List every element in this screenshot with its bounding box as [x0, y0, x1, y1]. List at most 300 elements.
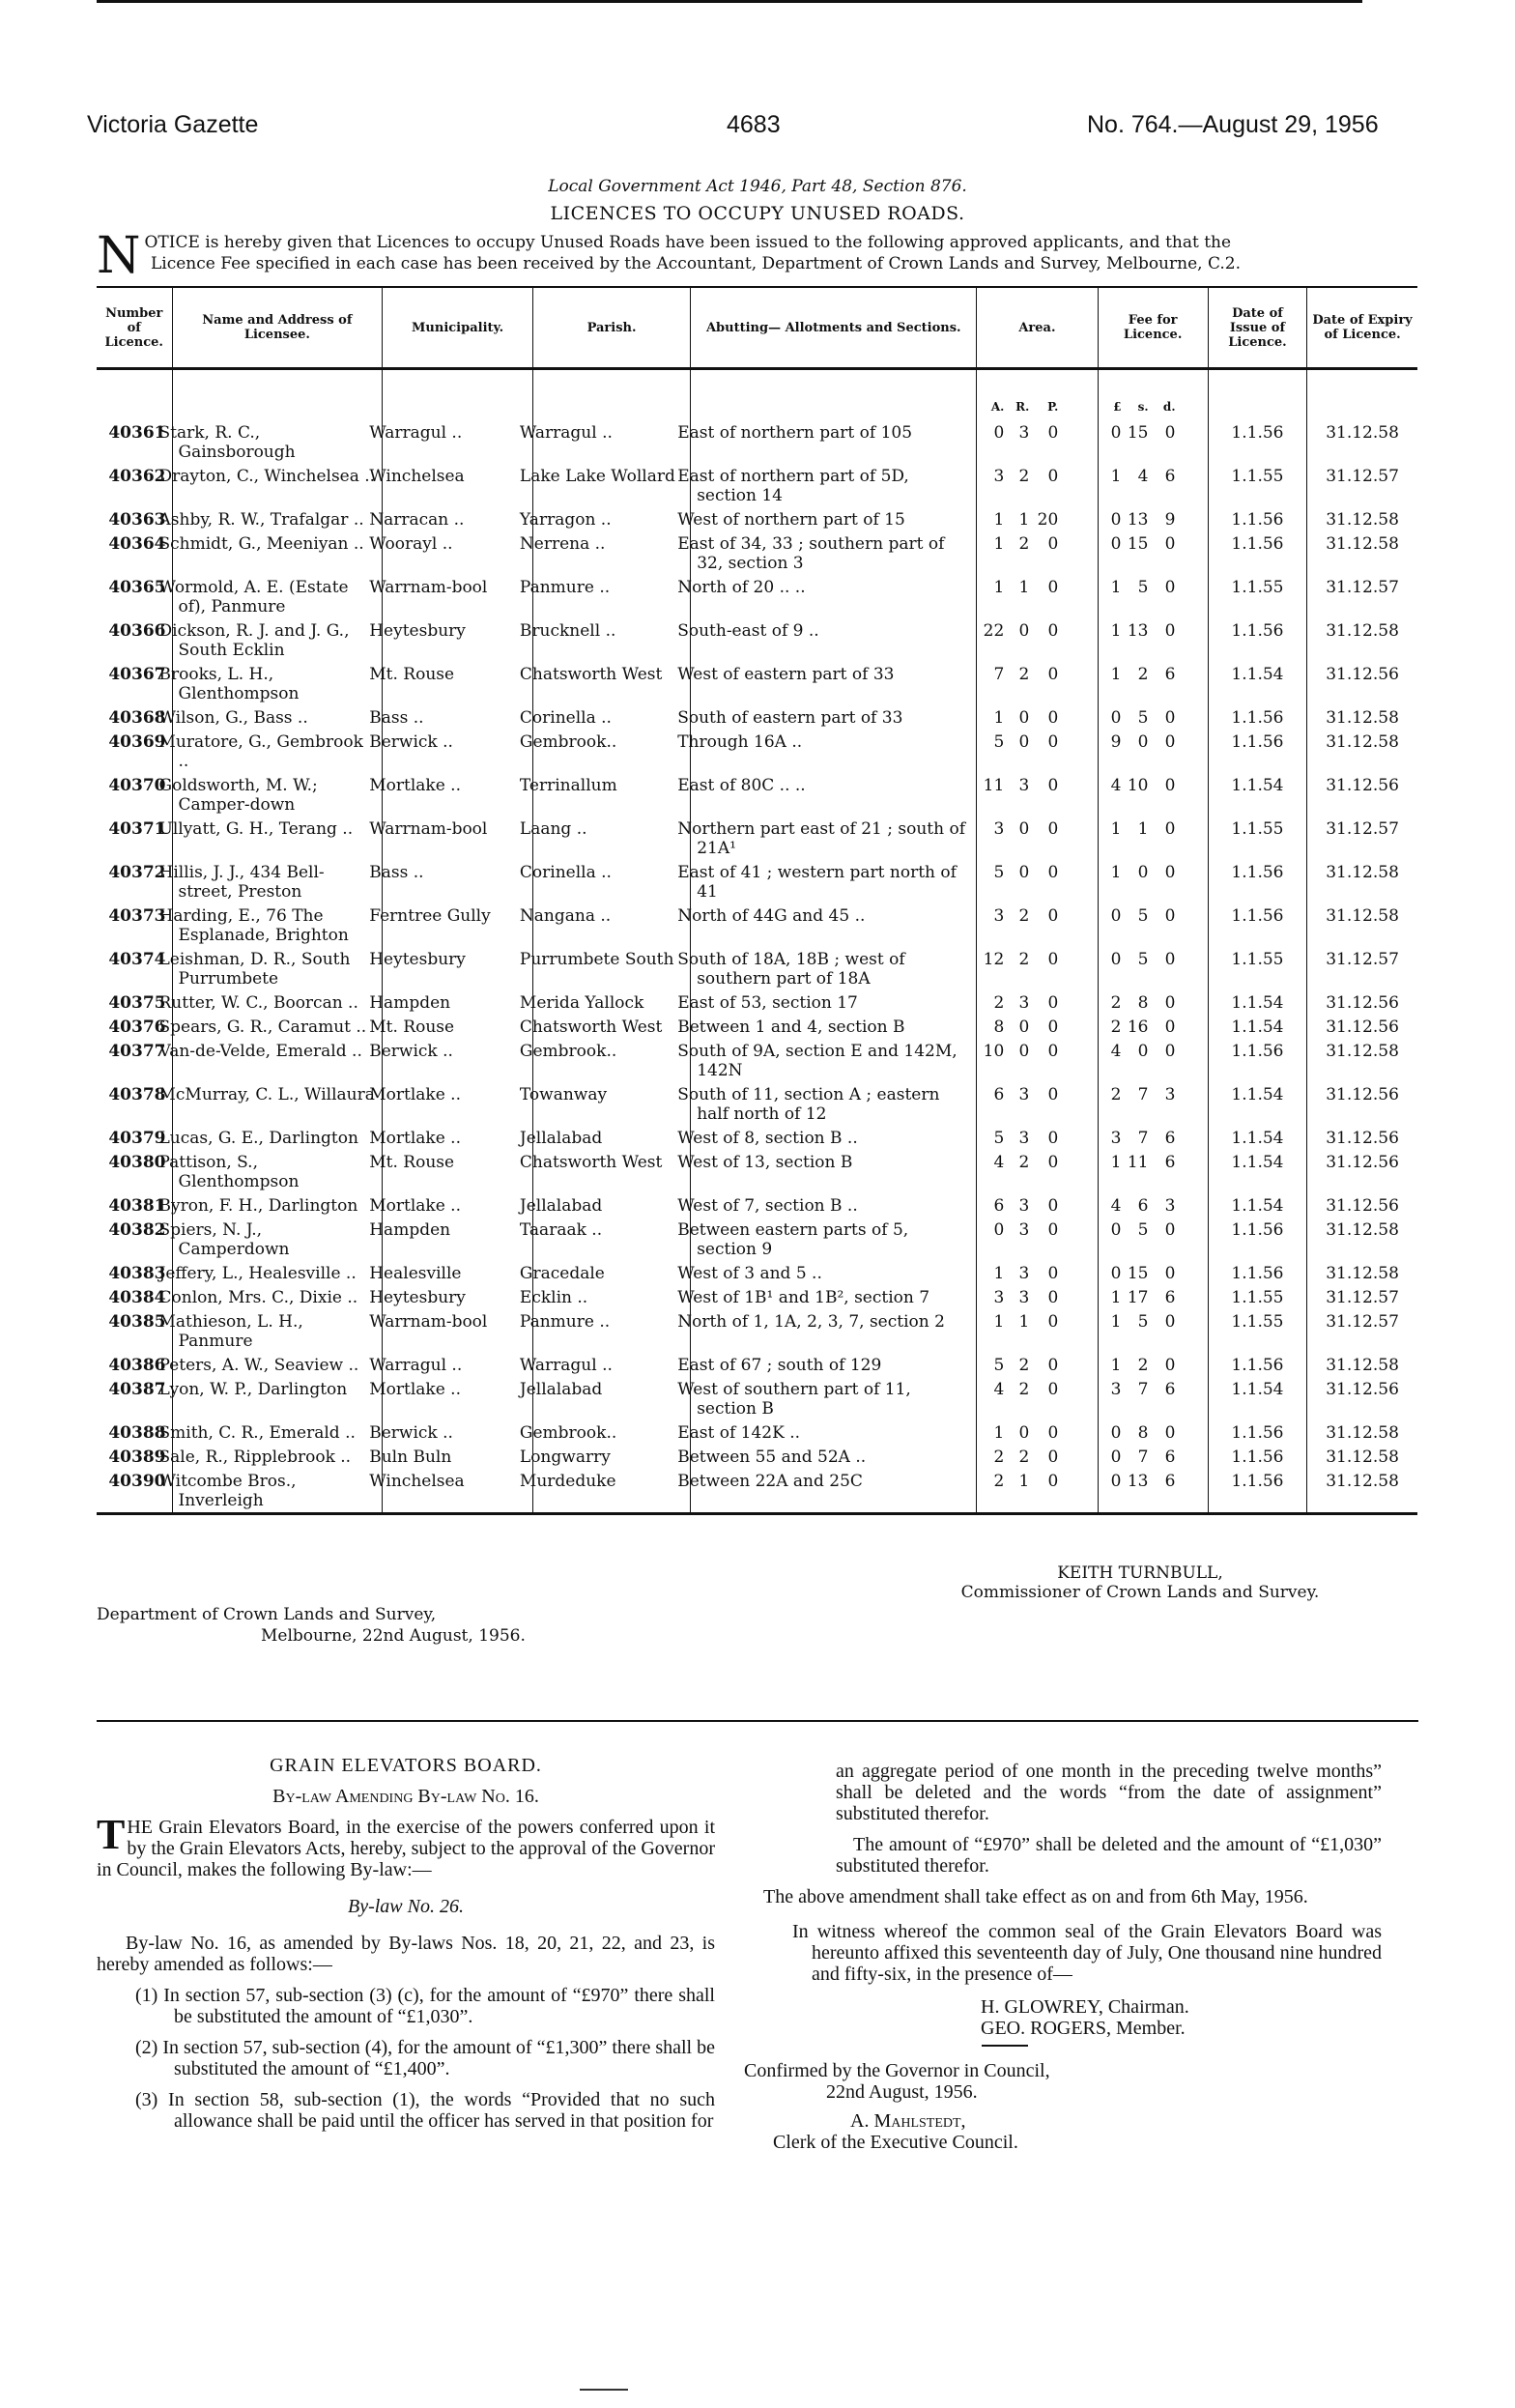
- licence-number: 40361: [108, 423, 166, 443]
- licence-number: 40362: [108, 467, 166, 486]
- area: 5 3 0: [977, 1126, 1098, 1150]
- table-row: [97, 618, 1417, 662]
- issue-date: 1.1.54: [1208, 990, 1306, 1015]
- municipality: Warragul ..: [383, 420, 533, 464]
- municipality: Berwick ..: [383, 730, 533, 773]
- expiry-date: 31.12.58: [1307, 618, 1417, 662]
- notice-dropcap: N: [97, 227, 141, 285]
- act-reference: Local Government Act 1946, Part 48, Section 876.: [548, 177, 967, 196]
- col-expiry: Date of Expiry of Licence.: [1307, 287, 1417, 369]
- municipality: Mortlake ..: [383, 1082, 533, 1126]
- licensee-name: Ullyatt, G. H., Terang ..: [172, 817, 383, 860]
- col-issue: Date of Issue of Licence.: [1208, 287, 1306, 369]
- expiry-date: 31.12.58: [1307, 1039, 1417, 1082]
- abutting: East of 53, section 17: [691, 990, 977, 1015]
- licensee-name: Muratore, G., Gembrook ..: [172, 730, 383, 773]
- issue-date: 1.1.55: [1208, 464, 1306, 507]
- parish: Corinella ..: [532, 860, 690, 903]
- municipality: Mortlake ..: [383, 1377, 533, 1420]
- col-fee: Fee for Licence.: [1098, 287, 1208, 369]
- issue-date: 1.1.56: [1208, 420, 1306, 464]
- bylaw-continuation: an aggregate period of one month in the preceding twelve months” shall be deleted and the words “from the date of assignment” substituted therefor.: [836, 1761, 1382, 1824]
- fee: 0 13 6: [1098, 1469, 1208, 1514]
- bylaw-item-3: (3) In section 58, sub-section (1), the words “Provided that no such allowance shall be paid until the officer has served in that position for: [135, 2089, 715, 2132]
- licensee-name: Ashby, R. W., Trafalgar ..: [172, 507, 383, 531]
- abutting: West of eastern part of 33: [691, 662, 977, 705]
- licensee-name: Pattison, S., Glenthompson: [172, 1150, 383, 1193]
- bylaw-item-1: (1) In section 57, sub-section (3) (c), for the amount of “£970” there shall be substituted the amount of “£1,030”.: [135, 1985, 715, 2027]
- parish: Nangana ..: [532, 903, 690, 947]
- licensee-name: Spears, G. R., Caramut ..: [172, 1015, 383, 1039]
- licence-number: 40380: [108, 1153, 166, 1172]
- area: 1 1 0: [977, 575, 1098, 618]
- signer-name: KEITH TURNBULL,: [1057, 1563, 1223, 1583]
- licence-number: 40390: [97, 1469, 172, 1514]
- licence-number: 40384: [108, 1288, 166, 1307]
- licence-number: 40370: [108, 776, 166, 795]
- bylaw-item-2: (2) In section 57, sub-section (4), for the amount of “£1,300” there shall be substituted the amount of “£1,400”.: [135, 2037, 715, 2079]
- municipality: Warrnam-bool: [383, 575, 533, 618]
- area: 5 2 0: [977, 1353, 1098, 1377]
- parish: Longwarry: [532, 1445, 690, 1469]
- parish: Nerrena ..: [532, 531, 690, 575]
- issue-date: 1.1.56: [1208, 903, 1306, 947]
- fee: 0 15 0: [1098, 531, 1208, 575]
- table-row: [97, 1309, 1417, 1353]
- licences-table: [97, 286, 1417, 1515]
- issue-date: 1.1.54: [1208, 1015, 1306, 1039]
- parish: Merida Yallock: [532, 990, 690, 1015]
- parish: Taaraak ..: [532, 1218, 690, 1261]
- fee: 3 7 6: [1098, 1126, 1208, 1150]
- table-row: [97, 705, 1417, 730]
- clerk-name: A. Mahlstedt,: [850, 2110, 966, 2132]
- table-row: [97, 1082, 1417, 1126]
- area: 11 3 0: [977, 773, 1098, 817]
- municipality: Mortlake ..: [383, 1126, 533, 1150]
- licence-number: 40389: [108, 1448, 166, 1467]
- fee: 4 10 0: [1098, 773, 1208, 817]
- issue-date: 1.1.56: [1208, 1353, 1306, 1377]
- area: 3 2 0: [977, 464, 1098, 507]
- table-row: [97, 1353, 1417, 1377]
- expiry-date: 31.12.58: [1307, 1420, 1417, 1445]
- licensee-name: Leishman, D. R., South Purrumbete: [172, 947, 383, 990]
- clerk-title: Clerk of the Executive Council.: [773, 2132, 1018, 2153]
- municipality: Healesville: [383, 1261, 533, 1285]
- fee: 2 7 3: [1098, 1082, 1208, 1126]
- abutting: South of eastern part of 33: [691, 705, 977, 730]
- fee: 0 5 0: [1098, 705, 1208, 730]
- table-row: [97, 773, 1417, 817]
- signer-title: Commissioner of Crown Lands and Survey.: [960, 1583, 1320, 1602]
- licensee-name: Van-de-Velde, Emerald ..: [172, 1039, 383, 1082]
- municipality: Hampden: [383, 990, 533, 1015]
- footer-mark: [580, 2389, 628, 2391]
- area: 0 3 0: [977, 420, 1098, 464]
- area: 5 0 0: [977, 860, 1098, 903]
- table-row: [97, 1285, 1417, 1309]
- parish: Corinella ..: [532, 705, 690, 730]
- parish: Panmure ..: [532, 1309, 690, 1353]
- area: 1 0 0: [977, 705, 1098, 730]
- municipality: Ferntree Gully: [383, 903, 533, 947]
- parish: Gracedale: [532, 1261, 690, 1285]
- area: 1 0 0: [977, 1420, 1098, 1445]
- licence-number: 40376: [108, 1018, 166, 1037]
- fee: 1 0 0: [1098, 860, 1208, 903]
- page-number: 4683: [727, 111, 781, 138]
- parish: Ecklin ..: [532, 1285, 690, 1309]
- area-units: A. R. P.: [977, 369, 1098, 421]
- fee: 1 1 0: [1098, 817, 1208, 860]
- dept-line-2: Melbourne, 22nd August, 1956.: [261, 1626, 526, 1646]
- fee: 0 5 0: [1098, 903, 1208, 947]
- grain-intro: THE Grain Elevators Board, in the exercise of the powers conferred upon it by the Grain Elevators Acts, hereby, subject to the approval of the Governor in Council, makes the following By-law:—: [97, 1811, 715, 1880]
- fee: 9 0 0: [1098, 730, 1208, 773]
- abutting: Between 22A and 25C: [691, 1469, 977, 1514]
- expiry-date: 31.12.58: [1307, 903, 1417, 947]
- licensee-name: Stark, R. C., Gainsborough: [172, 420, 383, 464]
- table-header-row: [97, 287, 1417, 369]
- col-name: Name and Address of Licensee.: [172, 287, 383, 369]
- municipality: Woorayl ..: [383, 531, 533, 575]
- licence-number: 40365: [108, 578, 166, 597]
- municipality: Hampden: [383, 1218, 533, 1261]
- licensee-name: Hillis, J. J., 434 Bell-street, Preston: [172, 860, 383, 903]
- issue-date: 1.1.54: [1208, 1150, 1306, 1193]
- expiry-date: 31.12.58: [1307, 730, 1417, 773]
- grain-heading: GRAIN ELEVATORS BOARD.: [270, 1755, 542, 1776]
- issue-date: 1.1.55: [1208, 575, 1306, 618]
- issue-date: 1.1.54: [1208, 773, 1306, 817]
- parish: Chatsworth West: [532, 1150, 690, 1193]
- abutting: East of northern part of 105: [691, 420, 977, 464]
- publication-title: Victoria Gazette: [87, 111, 259, 138]
- table-row: [97, 1377, 1417, 1420]
- issue-date: 1.1.56: [1208, 1469, 1306, 1514]
- municipality: Heytesbury: [383, 947, 533, 990]
- expiry-date: 31.12.56: [1307, 1150, 1417, 1193]
- licence-number: 40367: [108, 665, 166, 684]
- table-row: [97, 1193, 1417, 1218]
- licensee-name: Peters, A. W., Seaview ..: [172, 1353, 383, 1377]
- table-row: [97, 860, 1417, 903]
- abutting: East of 34, 33 ; southern part of 32, section 3: [691, 531, 977, 575]
- department-address: [97, 1604, 526, 1647]
- licensee-name: Wormold, A. E. (Estate of), Panmure: [172, 575, 383, 618]
- licensee-name: Mathieson, L. H., Panmure: [172, 1309, 383, 1353]
- top-rule: [97, 0, 1362, 3]
- abutting: Between 55 and 52A ..: [691, 1445, 977, 1469]
- licensee-name: Rutter, W. C., Boorcan ..: [172, 990, 383, 1015]
- col-parish: Parish.: [532, 287, 690, 369]
- parish: Chatsworth West: [532, 662, 690, 705]
- expiry-date: 31.12.57: [1307, 817, 1417, 860]
- municipality: Berwick ..: [383, 1420, 533, 1445]
- licence-number: 40382: [108, 1220, 166, 1240]
- fee: 0 13 9: [1098, 507, 1208, 531]
- table-row: [97, 1039, 1417, 1082]
- fee: 1 13 0: [1098, 618, 1208, 662]
- parish: Gembrook..: [532, 1420, 690, 1445]
- issue-date: No. 764.—August 29, 1956: [1087, 111, 1379, 138]
- confirmed-line: Confirmed by the Governor in Council,: [744, 2060, 1050, 2081]
- area: 10 0 0: [977, 1039, 1098, 1082]
- abutting: East of 41 ; western part north of 41: [691, 860, 977, 903]
- issue-date: 1.1.54: [1208, 1082, 1306, 1126]
- table-row: [97, 575, 1417, 618]
- expiry-date: 31.12.56: [1307, 1015, 1417, 1039]
- grain-left-column: [97, 1730, 715, 2141]
- section-divider: [97, 1720, 1418, 1722]
- abutting: West of 13, section B: [691, 1150, 977, 1193]
- issue-date: 1.1.56: [1208, 507, 1306, 531]
- licence-number: 40374: [108, 950, 166, 969]
- expiry-date: 31.12.57: [1307, 1285, 1417, 1309]
- municipality: Winchelsea: [383, 464, 533, 507]
- area: 1 1 20: [977, 507, 1098, 531]
- expiry-date: 31.12.57: [1307, 947, 1417, 990]
- table-row: [97, 903, 1417, 947]
- expiry-date: 31.12.58: [1307, 420, 1417, 464]
- licensee-name: McMurray, C. L., Willaura: [172, 1082, 383, 1126]
- expiry-date: 31.12.56: [1307, 1126, 1417, 1150]
- issue-date: 1.1.56: [1208, 730, 1306, 773]
- fee: 1 2 6: [1098, 662, 1208, 705]
- fee: 3 7 6: [1098, 1377, 1208, 1420]
- municipality: Heytesbury: [383, 1285, 533, 1309]
- units-row: [97, 369, 1417, 421]
- abutting: South of 11, section A ; eastern half north of 12: [691, 1082, 977, 1126]
- abutting: Between 1 and 4, section B: [691, 1015, 977, 1039]
- area: 22 0 0: [977, 618, 1098, 662]
- municipality: Buln Buln: [383, 1445, 533, 1469]
- confirmed-date: 22nd August, 1956.: [826, 2081, 978, 2103]
- expiry-date: 31.12.58: [1307, 1445, 1417, 1469]
- col-number: Number of Licence.: [97, 287, 172, 369]
- licensee-name: Smith, C. R., Emerald ..: [172, 1420, 383, 1445]
- area: 4 2 0: [977, 1377, 1098, 1420]
- abutting: West of 3 and 5 ..: [691, 1261, 977, 1285]
- abutting: East of 80C .. ..: [691, 773, 977, 817]
- issue-date: 1.1.54: [1208, 662, 1306, 705]
- parish: Jellalabad: [532, 1193, 690, 1218]
- issue-date: 1.1.56: [1208, 1420, 1306, 1445]
- fee: 1 5 0: [1098, 575, 1208, 618]
- fee: 0 5 0: [1098, 947, 1208, 990]
- licence-number: 40388: [108, 1423, 166, 1443]
- table-row: [97, 990, 1417, 1015]
- fee: 1 17 6: [1098, 1285, 1208, 1309]
- bylaw-title: By-law No. 26.: [348, 1896, 464, 1917]
- abutting: West of southern part of 11, section B: [691, 1377, 977, 1420]
- licence-number: 40383: [108, 1264, 166, 1283]
- licence-number: 40375: [108, 993, 166, 1013]
- area: 8 0 0: [977, 1015, 1098, 1039]
- expiry-date: 31.12.57: [1307, 1309, 1417, 1353]
- licence-number: 40379: [108, 1129, 166, 1148]
- table-row: [97, 1126, 1417, 1150]
- area: 1 2 0: [977, 531, 1098, 575]
- expiry-date: 31.12.58: [1307, 507, 1417, 531]
- table-row: [97, 1420, 1417, 1445]
- abutting: West of 8, section B ..: [691, 1126, 977, 1150]
- abutting: West of 7, section B ..: [691, 1193, 977, 1218]
- table-row: [97, 730, 1417, 773]
- abutting: West of 1B¹ and 1B², section 7: [691, 1285, 977, 1309]
- parish: Jellalabad: [532, 1126, 690, 1150]
- parish: Warragul ..: [532, 420, 690, 464]
- issue-date: 1.1.55: [1208, 817, 1306, 860]
- parish: Purrumbete South: [532, 947, 690, 990]
- municipality: Warragul ..: [383, 1353, 533, 1377]
- licensee-name: Wilson, G., Bass ..: [172, 705, 383, 730]
- expiry-date: 31.12.56: [1307, 1082, 1417, 1126]
- municipality: Warrnam-bool: [383, 817, 533, 860]
- municipality: Narracan ..: [383, 507, 533, 531]
- issue-date: 1.1.56: [1208, 705, 1306, 730]
- expiry-date: 31.12.56: [1307, 773, 1417, 817]
- expiry-date: 31.12.58: [1307, 1218, 1417, 1261]
- fee: 2 8 0: [1098, 990, 1208, 1015]
- table-row: [97, 464, 1417, 507]
- notice-paragraph: [97, 227, 1420, 285]
- licensee-name: Witcombe Bros., Inverleigh: [172, 1469, 383, 1514]
- board-signatories: [744, 1996, 1382, 2039]
- municipality: Mt. Rouse: [383, 1150, 533, 1193]
- issue-date: 1.1.56: [1208, 860, 1306, 903]
- area: 6 3 0: [977, 1082, 1098, 1126]
- abutting: Between eastern parts of 5, section 9: [691, 1218, 977, 1261]
- area: 1 3 0: [977, 1261, 1098, 1285]
- abutting: East of northern part of 5D, section 14: [691, 464, 977, 507]
- licence-number: 40386: [108, 1356, 166, 1375]
- abutting: North of 20 .. ..: [691, 575, 977, 618]
- abutting: East of 67 ; south of 129: [691, 1353, 977, 1377]
- parish: Yarragon ..: [532, 507, 690, 531]
- area: 3 2 0: [977, 903, 1098, 947]
- licensee-name: Goldsworth, M. W.; Camper-down: [172, 773, 383, 817]
- area: 4 2 0: [977, 1150, 1098, 1193]
- effect-paragraph: The above amendment shall take effect as on and from 6th May, 1956.: [763, 1886, 1308, 1907]
- issue-date: 1.1.55: [1208, 947, 1306, 990]
- municipality: Mortlake ..: [383, 1193, 533, 1218]
- licence-number: 40381: [108, 1196, 166, 1216]
- parish: Terrinallum: [532, 773, 690, 817]
- licensee-name: Conlon, Mrs. C., Dixie ..: [172, 1285, 383, 1309]
- commissioner-signature: [870, 1563, 1411, 1602]
- licensee-name: Dickson, R. J. and J. G., South Ecklin: [172, 618, 383, 662]
- abutting: Northern part east of 21 ; south of 21A¹: [691, 817, 977, 860]
- table-row: [97, 1261, 1417, 1285]
- licensee-name: Jeffery, L., Healesville ..: [172, 1261, 383, 1285]
- licensee-name: Byron, F. H., Darlington: [172, 1193, 383, 1218]
- notice-line-2: Licence Fee specified in each case has been received by the Accountant, Department of Crown Lands and Survey, Melbourne, C.2.: [151, 254, 1241, 273]
- issue-date: 1.1.56: [1208, 1218, 1306, 1261]
- fee: 0 8 0: [1098, 1420, 1208, 1445]
- issue-date: 1.1.56: [1208, 1039, 1306, 1082]
- municipality: Warrnam-bool: [383, 1309, 533, 1353]
- municipality: Mt. Rouse: [383, 662, 533, 705]
- issue-date: 1.1.56: [1208, 1261, 1306, 1285]
- signatory-chairman: H. GLOWREY, Chairman.: [981, 1996, 1189, 2018]
- licensee-name: Schmidt, G., Meeniyan ..: [172, 531, 383, 575]
- table-row: [97, 420, 1417, 464]
- licensee-name: Harding, E., 76 The Esplanade, Brighton: [172, 903, 383, 947]
- licence-number: 40385: [108, 1312, 166, 1332]
- expiry-date: 31.12.58: [1307, 1353, 1417, 1377]
- fee: 2 16 0: [1098, 1015, 1208, 1039]
- licence-number: 40387: [108, 1380, 166, 1399]
- expiry-date: 31.12.58: [1307, 860, 1417, 903]
- short-rule: [982, 2045, 1028, 2047]
- licence-number: 40368: [108, 708, 166, 728]
- notice-line-1: OTICE is hereby given that Licences to occupy Unused Roads have been issued to the following approved applicants, and that the: [144, 233, 1232, 252]
- licence-number: 40364: [108, 534, 166, 554]
- table-row: [97, 1015, 1417, 1039]
- issue-date: 1.1.55: [1208, 1285, 1306, 1309]
- licence-number: 40371: [108, 819, 166, 839]
- municipality: Mortlake ..: [383, 773, 533, 817]
- parish: Jellalabad: [532, 1377, 690, 1420]
- area: 2 2 0: [977, 1445, 1098, 1469]
- area: 6 3 0: [977, 1193, 1098, 1218]
- municipality: Mt. Rouse: [383, 1015, 533, 1039]
- amount-paragraph: The amount of “£970” shall be deleted and the amount of “£1,030” substituted therefor.: [836, 1834, 1382, 1877]
- expiry-date: 31.12.56: [1307, 990, 1417, 1015]
- abutting: South of 9A, section E and 142M, 142N: [691, 1039, 977, 1082]
- municipality: Bass ..: [383, 705, 533, 730]
- area: 3 3 0: [977, 1285, 1098, 1309]
- area: 12 2 0: [977, 947, 1098, 990]
- parish: Murdeduke: [532, 1469, 690, 1514]
- table-row: [97, 1469, 1417, 1514]
- licences-title: LICENCES TO OCCUPY UNUSED ROADS.: [550, 203, 965, 224]
- parish: Lake Lake Wollard: [532, 464, 690, 507]
- grain-subheading: By-law Amending By-law No. 16.: [272, 1786, 539, 1807]
- municipality: Heytesbury: [383, 618, 533, 662]
- fee: 1 4 6: [1098, 464, 1208, 507]
- licence-number: 40363: [108, 510, 166, 530]
- parish: Chatsworth West: [532, 1015, 690, 1039]
- grain-right-column: [744, 1761, 1382, 2153]
- abutting: South-east of 9 ..: [691, 618, 977, 662]
- expiry-date: 31.12.58: [1307, 705, 1417, 730]
- licensee-name: Lucas, G. E., Darlington: [172, 1126, 383, 1150]
- issue-date: 1.1.54: [1208, 1377, 1306, 1420]
- area: 2 3 0: [977, 990, 1098, 1015]
- table-row: [97, 947, 1417, 990]
- fee: 0 5 0: [1098, 1218, 1208, 1261]
- table-row: [97, 1445, 1417, 1469]
- fee: 4 6 3: [1098, 1193, 1208, 1218]
- area: 7 2 0: [977, 662, 1098, 705]
- expiry-date: 31.12.58: [1307, 1469, 1417, 1514]
- licensee-name: Drayton, C., Winchelsea ..: [172, 464, 383, 507]
- area: 5 0 0: [977, 730, 1098, 773]
- municipality: Winchelsea: [383, 1469, 533, 1514]
- fee: 0 15 0: [1098, 1261, 1208, 1285]
- col-area: Area.: [977, 287, 1098, 369]
- area: 0 3 0: [977, 1218, 1098, 1261]
- table-row: [97, 1150, 1417, 1193]
- licence-number: 40372: [108, 863, 166, 882]
- table-row: [97, 817, 1417, 860]
- licence-number: 40377: [108, 1042, 166, 1061]
- municipality: Berwick ..: [383, 1039, 533, 1082]
- licence-number: 40373: [108, 906, 166, 926]
